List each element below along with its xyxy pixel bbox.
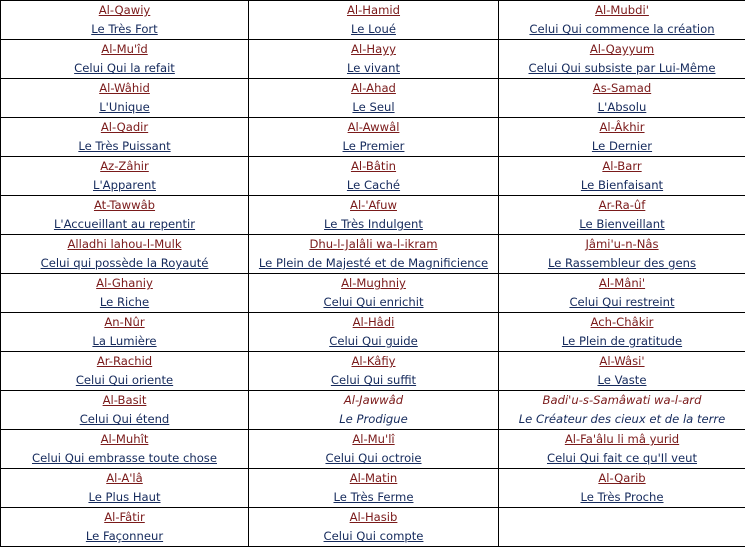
table-row [1,352,745,391]
name-cell [249,157,499,196]
divine-name-link[interactable]: Al-Mubdi' [595,3,649,17]
divine-name-link[interactable]: Al-Mu'lî [352,432,395,446]
name-meaning-link[interactable]: Le Très Fort [91,22,158,36]
divine-name-link[interactable]: Al-Âkhir [599,120,645,134]
divine-name-link: Badi'u-s-Samâwati wa-l-ard [542,393,702,407]
name-meaning-link[interactable]: Le Bienfaisant [580,178,664,192]
name-cell [499,196,745,235]
name-cell [1,313,249,352]
name-cell [499,157,745,196]
divine-name-link: Al-Jawwâd [343,393,404,407]
name-meaning-link[interactable]: Celui Qui suffit [330,373,417,387]
name-meaning-link[interactable]: Le Riche [99,295,150,309]
name-cell [1,118,249,157]
name-cell [499,79,745,118]
name-cell [249,79,499,118]
name-meaning-link[interactable]: Celui Qui embrasse toute chose [32,451,217,465]
name-meaning-link[interactable]: Le Dernier [591,139,653,153]
name-meaning-link[interactable]: Celui Qui commence la création [529,22,715,36]
divine-name-link[interactable]: As-Samad [592,81,652,95]
name-cell [1,196,249,235]
name-cell [249,1,499,40]
name-meaning-link[interactable]: Le Seul [352,100,395,114]
divine-name-link[interactable]: Dhu-l-Jalâli wa-l-ikram [309,237,438,251]
divine-name-link[interactable]: Al-Muhît [100,432,149,446]
table-row [1,235,745,274]
divine-name-link[interactable]: Al-Ahad [351,81,396,95]
divine-name-link[interactable]: Al-A'lâ [106,471,143,485]
name-meaning-link[interactable]: L'Apparent [93,178,156,192]
name-meaning-link[interactable]: Celui Qui subsiste par Lui-Même [528,61,716,75]
name-cell [1,235,249,274]
name-meaning-link: Le Créateur des cieux et de la terre [518,412,726,426]
name-cell [1,274,249,313]
divine-name-link[interactable]: Az-Zâhir [100,159,149,173]
name-cell [249,430,499,469]
name-meaning-link[interactable]: Celui Qui octroie [325,451,422,465]
name-meaning-link[interactable]: L'Accueillant au repentir [53,217,196,231]
name-meaning-link[interactable]: Le Caché [346,178,401,192]
name-meaning-link[interactable]: L'Unique [99,100,150,114]
divine-name-link[interactable]: Alladhi lahou-l-Mulk [67,237,182,251]
name-cell [499,352,745,391]
divine-name-link[interactable]: Al-Qadir [100,120,149,134]
name-meaning-link[interactable]: Le Rassembleur des gens [547,256,697,270]
name-cell [499,469,745,508]
name-cell [499,40,745,79]
name-meaning-link[interactable]: Celui Qui guide [329,334,418,348]
name-meaning-link[interactable]: Celui Qui restreint [569,295,675,309]
table-row [1,313,745,352]
table-row [1,391,745,430]
divine-name-link[interactable]: Al-Kâfiy [351,354,396,368]
name-cell [249,313,499,352]
divine-name-link[interactable]: Al-Hasib [349,510,398,524]
name-cell [1,391,249,430]
name-cell [249,235,499,274]
name-meaning-link[interactable]: Celui Qui étend [79,412,170,426]
name-cell [1,430,249,469]
name-cell [499,1,745,40]
divine-name-link[interactable]: Al-Qawiy [98,3,151,17]
name-cell [249,40,499,79]
divine-name-link[interactable]: Al-Mughniy [341,276,406,290]
name-cell [1,469,249,508]
divine-name-link[interactable]: Al-Qayyum [589,42,655,56]
name-cell [499,274,745,313]
divine-name-link[interactable]: Al-'Afuw [350,198,397,212]
name-meaning-link[interactable]: La Lumière [92,334,157,348]
name-cell [499,391,745,430]
divine-name-link[interactable]: Al-Mâni' [598,276,646,290]
divine-name-link[interactable]: An-Nûr [104,315,145,329]
name-cell [249,391,499,430]
names-table-body [1,1,745,547]
name-meaning-link[interactable]: Celui qui possède la Royauté [40,256,209,270]
name-meaning-link[interactable]: Le vivant [346,61,400,75]
name-meaning-link[interactable]: Le Bienveillant [579,217,665,231]
name-cell [249,196,499,235]
name-meaning-link[interactable]: Le Très Proche [580,490,664,504]
divine-name-link[interactable]: At-Tawwâb [93,198,156,212]
name-meaning-link[interactable]: Le Vaste [597,373,647,387]
name-meaning-link[interactable]: L'Absolu [597,100,647,114]
name-cell [249,118,499,157]
divine-name-link[interactable]: Al-Hâdi [352,315,395,329]
table-row [1,430,745,469]
name-cell [499,235,745,274]
table-row [1,40,745,79]
name-meaning-link[interactable]: Le Plein de gratitude [561,334,683,348]
divine-name-link[interactable]: Al-Bâtin [350,159,397,173]
divine-name-link[interactable]: Ar-Ra-ûf [598,198,646,212]
name-meaning-link[interactable]: Celui Qui fait ce qu'Il veut [546,451,698,465]
divine-name-link[interactable]: Ach-Châkir [590,315,654,329]
name-meaning-link[interactable]: Le Plus Haut [88,490,161,504]
name-meaning-link[interactable]: Le Façonneur [85,529,164,543]
divine-name-link[interactable]: Al-Fa'âlu li mâ yurid [564,432,680,446]
name-cell [1,1,249,40]
name-meaning-link[interactable]: Le Très Ferme [333,490,414,504]
name-meaning-link[interactable]: Celui Qui la refait [74,61,175,75]
table-row [1,157,745,196]
name-cell [1,157,249,196]
divine-name-link[interactable]: Al-Hayy [351,42,396,56]
divine-name-link[interactable]: Al-Wâhid [99,81,150,95]
name-cell [499,118,745,157]
name-meaning-link[interactable]: Celui Qui enrichit [323,295,424,309]
name-cell [499,313,745,352]
name-cell [1,508,249,547]
name-cell [1,352,249,391]
name-meaning-link[interactable]: Le Plein de Majesté et de Magnificience [258,256,489,270]
name-meaning-link[interactable]: Le Loué [351,22,396,36]
name-cell [1,79,249,118]
divine-name-link[interactable]: Al-Qarib [598,471,646,485]
table-row [1,1,745,40]
name-cell [249,469,499,508]
divine-name-link[interactable]: Al-Basit [102,393,147,407]
empty-cell [499,508,745,547]
table-row [1,118,745,157]
divine-name-link[interactable]: Al-Ghaniy [96,276,153,290]
name-meaning-link[interactable]: Le Très Puissant [78,139,171,153]
name-cell [499,430,745,469]
name-cell [249,274,499,313]
table-row [1,469,745,508]
name-cell [249,508,499,547]
name-meaning-link[interactable]: Le Très Indulgent [324,217,423,231]
name-cell [249,352,499,391]
table-row [1,274,745,313]
name-meaning-link[interactable]: Celui Qui compte [323,529,424,543]
name-meaning-link[interactable]: Le Premier [342,139,405,153]
divine-name-link[interactable]: Al-Mu'îd [101,42,148,56]
divine-name-link[interactable]: Al-Fâtir [104,510,145,524]
table-row [1,196,745,235]
table-row [1,79,745,118]
divine-name-link[interactable]: Al-Barr [602,159,642,173]
divine-name-link[interactable]: Al-Awwâl [347,120,400,134]
divine-name-link[interactable]: Al-Wâsi' [599,354,645,368]
divine-name-link[interactable]: Al-Matin [349,471,398,485]
table-row [1,508,745,547]
name-meaning-link[interactable]: Celui Qui oriente [75,373,174,387]
name-meaning-link: Le Prodigue [339,412,408,426]
name-cell [1,40,249,79]
divine-name-link[interactable]: Jâmi'u-n-Nâs [585,237,659,251]
divine-name-link[interactable]: Al-Hamid [346,3,401,17]
divine-name-link[interactable]: Ar-Rachid [96,354,153,368]
